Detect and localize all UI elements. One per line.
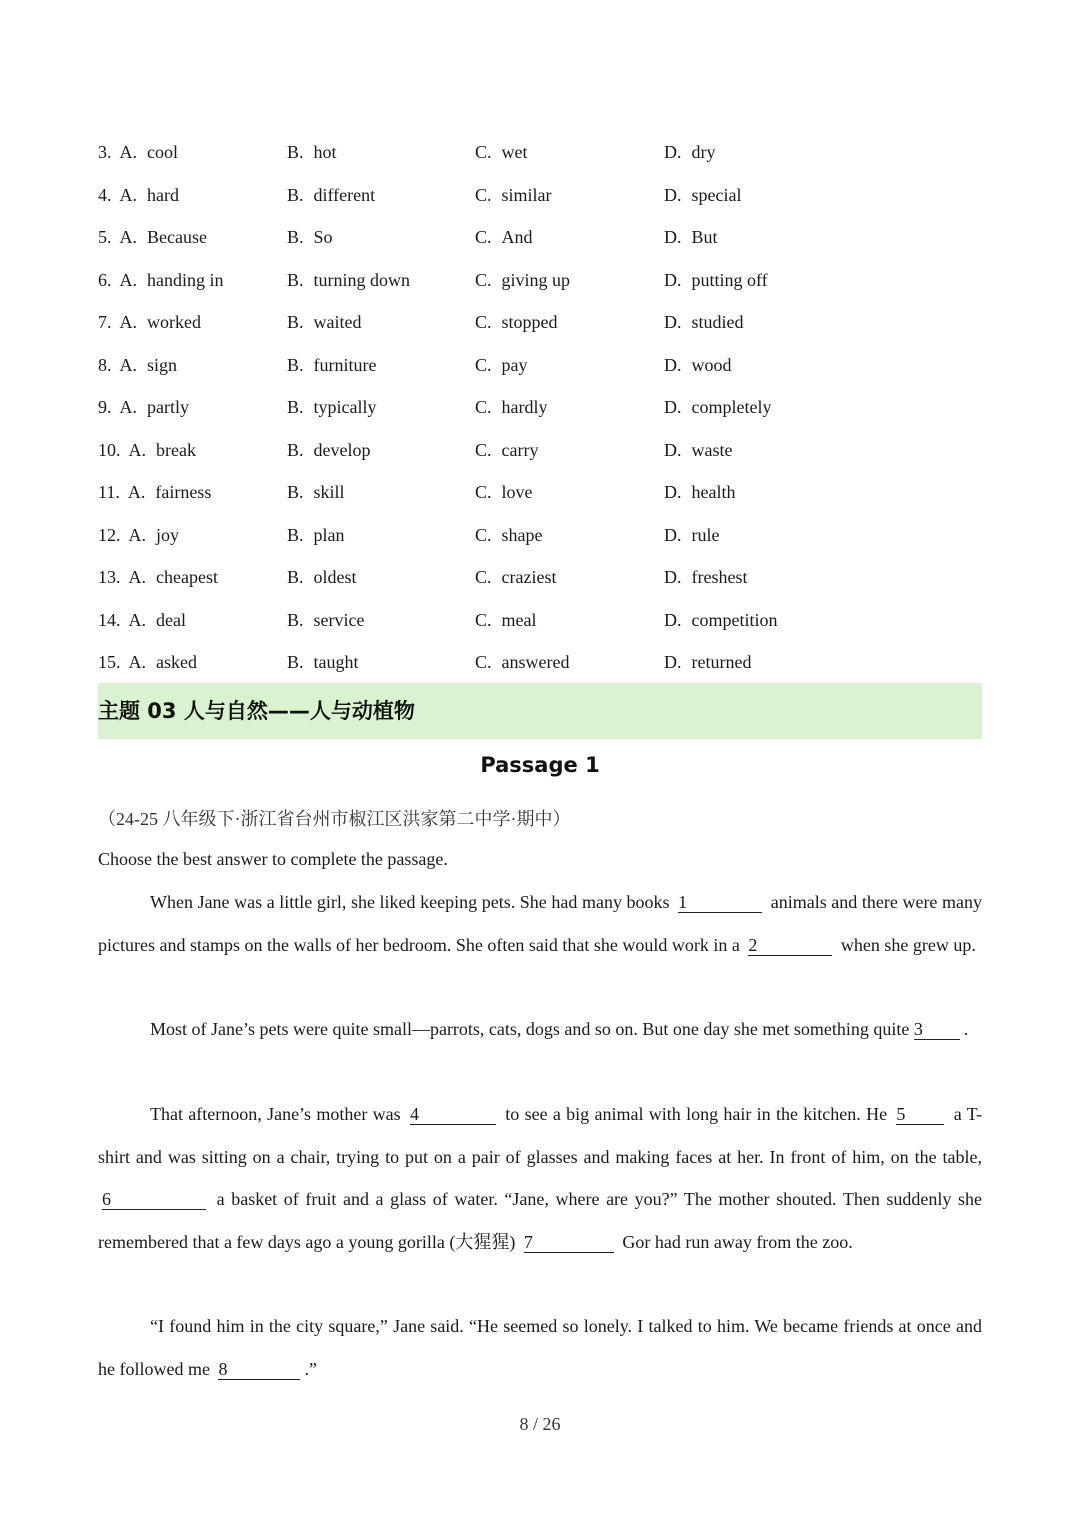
option-d[interactable] [664, 301, 744, 344]
option-text: answered [501, 652, 570, 672]
option-text: typically [313, 397, 377, 417]
option-b[interactable] [287, 259, 410, 302]
option-letter: C. [475, 524, 492, 545]
option-b[interactable] [287, 131, 337, 174]
paragraph-2 [98, 1008, 982, 1051]
option-letter: A. [128, 439, 146, 460]
option-text: break [156, 439, 196, 460]
option-c[interactable] [475, 301, 558, 344]
question-number: 11. [98, 482, 120, 502]
option-text: studied [691, 312, 744, 332]
option-letter: D. [664, 227, 682, 247]
option-row [98, 216, 978, 259]
option-row [98, 514, 978, 557]
option-letter: D. [664, 482, 682, 502]
option-letter: D. [664, 184, 682, 205]
paragraph-text: Gor had run away from the zoo. [622, 1231, 853, 1252]
option-letter: B. [287, 439, 304, 460]
option-letter: D. [664, 354, 682, 375]
option-d[interactable] [664, 259, 768, 302]
option-d[interactable] [664, 599, 777, 642]
option-d[interactable] [664, 429, 732, 472]
option-a[interactable] [98, 259, 224, 302]
option-text: different [313, 184, 376, 205]
option-text: asked [156, 652, 197, 672]
option-text: competition [691, 609, 778, 630]
option-c[interactable] [475, 429, 538, 472]
option-c[interactable] [475, 641, 569, 684]
question-number: 4. [98, 184, 112, 205]
blank-1[interactable]: 1 [678, 892, 762, 913]
option-text: waited [313, 312, 362, 332]
option-text: wet [501, 142, 528, 162]
option-c[interactable] [475, 599, 537, 642]
paragraph-text: . [963, 1019, 969, 1039]
option-text: giving up [501, 269, 571, 290]
option-letter: A. [119, 142, 137, 162]
option-a[interactable] [98, 641, 197, 684]
question-number: 5. [98, 227, 112, 247]
option-row [98, 386, 978, 429]
section-title: 主题 03 人与自然——人与动植物 [98, 699, 415, 723]
option-text: joy [156, 524, 180, 545]
option-text: But [691, 227, 718, 247]
option-letter: B. [287, 567, 304, 587]
option-letter: A. [119, 227, 137, 247]
question-number: 6. [98, 269, 112, 290]
option-letter: A. [119, 312, 137, 332]
option-text: health [691, 482, 736, 502]
option-a[interactable] [98, 429, 196, 472]
option-text: cool [147, 142, 178, 162]
option-a[interactable] [98, 131, 178, 174]
option-b[interactable] [287, 641, 359, 684]
option-c[interactable] [475, 344, 528, 387]
option-letter: B. [287, 482, 304, 502]
option-text: fairness [155, 482, 212, 502]
section-banner [98, 683, 982, 739]
option-d[interactable] [664, 344, 732, 387]
option-b[interactable] [287, 301, 362, 344]
option-letter: A. [119, 184, 137, 205]
option-text: dry [691, 142, 716, 162]
option-d[interactable] [664, 216, 718, 259]
option-row [98, 174, 978, 217]
option-text: So [313, 227, 333, 247]
option-d[interactable] [664, 386, 771, 429]
option-letter: A. [119, 269, 137, 290]
option-letter: C. [475, 439, 492, 460]
question-number: 12. [98, 524, 121, 545]
option-letter: A. [128, 609, 146, 630]
passage-instruction: Choose the best answer to complete the passage. [98, 849, 448, 869]
option-letter: B. [287, 227, 304, 247]
paragraph-text: animals and there were many pictures and stamps on the walls of her bedroom. She often said that she would work in a [98, 892, 983, 955]
options-list [98, 131, 978, 684]
option-d[interactable] [664, 641, 751, 684]
option-row [98, 344, 978, 387]
option-text: similar [501, 184, 552, 205]
paragraph-text: That afternoon, Jane’s mother was [150, 1104, 401, 1124]
option-c[interactable] [475, 216, 533, 259]
option-letter: D. [664, 312, 682, 332]
option-letter: B. [287, 142, 304, 162]
option-text: freshest [691, 567, 748, 587]
option-letter: D. [664, 524, 682, 545]
option-c[interactable] [475, 131, 528, 174]
option-row [98, 429, 978, 472]
question-number: 3. [98, 142, 112, 162]
option-letter: D. [664, 269, 682, 290]
page-number: 8 / 26 [519, 1414, 561, 1434]
option-letter: C. [475, 354, 492, 375]
option-letter: D. [664, 567, 682, 587]
option-text: completely [691, 397, 772, 417]
option-letter: C. [475, 482, 492, 502]
paragraph-text: a T-shirt and was sitting on a chair, trying to put on a pair of glasses and making faces at her. In front of him, on the table, [98, 1104, 983, 1167]
option-text: And [501, 227, 533, 247]
option-text: partly [147, 397, 189, 417]
option-c[interactable] [475, 259, 570, 302]
question-number: 8. [98, 354, 112, 375]
option-b[interactable] [287, 556, 357, 599]
paragraph-text: .” [304, 1358, 317, 1379]
question-number: 15. [98, 652, 121, 672]
option-row [98, 641, 978, 684]
option-b[interactable] [287, 386, 377, 429]
option-a[interactable] [98, 556, 218, 599]
option-text: oldest [313, 567, 357, 587]
paragraph-text: a basket of fruit and a glass of water. “Jane, where are you?” The mother shouted. Then suddenly she remembered that a few days ago a young gorilla (大猩猩) [98, 1189, 983, 1252]
option-letter: C. [475, 142, 492, 162]
option-letter: D. [664, 142, 682, 162]
option-letter: B. [287, 312, 304, 332]
question-number: 10. [98, 439, 121, 460]
option-text: deal [156, 609, 186, 630]
option-text: service [313, 609, 365, 630]
option-letter: A. [119, 397, 137, 417]
option-text: returned [691, 652, 752, 672]
option-letter: D. [664, 652, 682, 672]
option-text: wood [691, 354, 732, 375]
option-letter: B. [287, 397, 304, 417]
option-text: putting off [691, 269, 768, 290]
option-letter: A. [127, 482, 146, 502]
option-letter: C. [475, 312, 492, 332]
question-number: 7. [98, 312, 112, 332]
option-d[interactable] [664, 471, 735, 514]
option-b[interactable] [287, 429, 371, 472]
option-text: hard [147, 184, 179, 205]
option-letter: C. [475, 184, 492, 205]
question-number: 13. [98, 567, 121, 587]
option-letter: A. [128, 652, 146, 672]
option-row [98, 599, 978, 642]
paragraph-4 [98, 1305, 982, 1390]
blank-5[interactable]: 5 [896, 1104, 944, 1125]
option-letter: C. [475, 609, 492, 630]
option-d[interactable] [664, 514, 719, 557]
option-a[interactable] [98, 344, 177, 387]
option-a[interactable] [98, 174, 179, 217]
option-text: cheapest [156, 567, 218, 587]
option-a[interactable] [98, 216, 207, 259]
question-number: 14. [98, 609, 121, 630]
option-text: furniture [313, 354, 377, 375]
option-letter: B. [287, 652, 304, 672]
option-letter: D. [664, 397, 682, 417]
option-b[interactable] [287, 344, 377, 387]
option-text: worked [147, 312, 201, 332]
paragraph-text: When Jane was a little girl, she liked keeping pets. She had many books [150, 892, 670, 912]
option-text: waste [691, 439, 733, 460]
option-text: carry [501, 439, 539, 460]
option-letter: B. [287, 524, 304, 545]
option-b[interactable] [287, 216, 333, 259]
option-letter: D. [664, 609, 682, 630]
paragraph-text: to see a big animal with long hair in the kitchen. He [505, 1104, 888, 1124]
option-text: craziest [501, 567, 557, 587]
option-text: plan [313, 524, 345, 545]
option-c[interactable] [475, 471, 533, 514]
option-letter: C. [475, 397, 492, 417]
option-text: develop [313, 439, 371, 460]
option-a[interactable] [98, 386, 189, 429]
option-b[interactable] [287, 174, 375, 217]
option-row [98, 556, 978, 599]
option-letter: C. [475, 269, 492, 290]
option-c[interactable] [475, 386, 548, 429]
paragraph-1 [98, 881, 982, 966]
option-row [98, 131, 978, 174]
option-letter: A. [119, 354, 137, 375]
blank-4[interactable]: 4 [410, 1104, 496, 1125]
option-a[interactable] [98, 514, 179, 557]
option-c[interactable] [475, 514, 543, 557]
blank-6[interactable]: 6 [102, 1189, 206, 1210]
option-text: stopped [501, 312, 558, 332]
option-letter: B. [287, 269, 304, 290]
option-text: rule [691, 524, 720, 545]
option-letter: B. [287, 184, 304, 205]
option-letter: D. [664, 439, 682, 460]
option-row [98, 471, 978, 514]
option-a[interactable] [98, 301, 201, 344]
blank-3[interactable]: 3 [914, 1019, 960, 1040]
option-c[interactable] [475, 556, 556, 599]
option-c[interactable] [475, 174, 552, 217]
option-text: hardly [501, 397, 548, 417]
option-text: love [501, 482, 533, 502]
option-text: turning down [313, 269, 411, 290]
option-text: skill [313, 482, 345, 502]
option-a[interactable] [98, 471, 211, 514]
option-letter: B. [287, 354, 304, 375]
option-d[interactable] [664, 131, 716, 174]
option-text: meal [501, 609, 537, 630]
option-letter: C. [475, 567, 492, 587]
passage-source: （24-25 八年级下·浙江省台州市椒江区洪家第二中学·期中） [98, 809, 571, 829]
option-letter: A. [128, 567, 146, 587]
option-letter: C. [475, 652, 492, 672]
option-text: special [691, 184, 742, 205]
option-letter: B. [287, 609, 304, 630]
passage-title: Passage 1 [480, 753, 600, 777]
option-d[interactable] [664, 556, 747, 599]
option-a[interactable] [98, 599, 186, 642]
blank-7[interactable]: 7 [524, 1232, 614, 1253]
question-number: 9. [98, 397, 112, 417]
option-text: shape [501, 524, 543, 545]
option-b[interactable] [287, 599, 364, 642]
option-text: taught [313, 652, 359, 672]
option-row [98, 301, 978, 344]
option-text: pay [501, 354, 528, 375]
option-text: sign [147, 354, 178, 375]
blank-2[interactable]: 2 [748, 935, 832, 956]
paragraph-text: “I found him in the city square,” Jane said. “He seemed so lonely. I talked to him. We became friends at once and he followed me [98, 1316, 982, 1379]
option-text: handing in [147, 269, 224, 290]
option-b[interactable] [287, 514, 345, 557]
option-b[interactable] [287, 471, 345, 514]
option-letter: A. [128, 524, 146, 545]
option-letter: C. [475, 227, 492, 247]
option-text: Because [147, 227, 207, 247]
option-d[interactable] [664, 174, 741, 217]
paragraph-text: when she grew up. [840, 934, 976, 955]
option-row [98, 259, 978, 302]
blank-8[interactable]: 8 [218, 1359, 300, 1380]
paragraph-text: Most of Jane’s pets were quite small—parrots, cats, dogs and so on. But one day she met something quite [150, 1019, 910, 1039]
option-text: hot [313, 142, 337, 162]
paragraph-3 [98, 1093, 982, 1263]
